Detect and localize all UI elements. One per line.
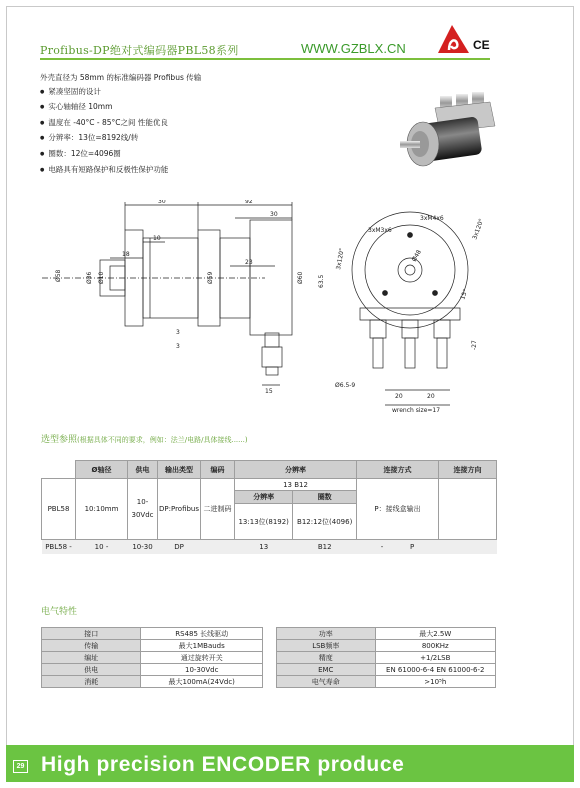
spec-row <box>277 676 496 688</box>
spec-value: EN 61000-6-4 EN 61000-6-2 <box>375 664 495 676</box>
spec-row <box>42 652 263 664</box>
svg-text:Ø10: Ø10 <box>98 271 105 284</box>
spec-row <box>277 640 496 652</box>
spec-row <box>42 676 263 688</box>
spec-key: LSB频率 <box>277 640 376 652</box>
col-coding: 编码 <box>201 461 235 479</box>
direction-value <box>439 479 497 540</box>
spec-key: 编址 <box>42 652 141 664</box>
col-output: 输出类型 <box>158 461 201 479</box>
spec-value: 通过旋转开关 <box>141 652 263 664</box>
spec-key: 供电 <box>42 664 141 676</box>
website-url[interactable]: WWW.GZBLX.CN <box>301 41 406 56</box>
spec-key: 电气寿命 <box>277 676 376 688</box>
spec-value: 800KHz <box>375 640 495 652</box>
model-name: PBL58 <box>42 479 76 540</box>
code-model: PBL58 - <box>42 540 76 554</box>
res-a-value: 13:13位(8192) <box>235 504 293 540</box>
svg-text:wrench size=17: wrench size=17 <box>392 407 441 414</box>
svg-text:18: 18 <box>122 251 130 258</box>
electrical-table-right <box>276 627 496 688</box>
spec-row <box>277 652 496 664</box>
res-sub-resolution: 分辨率 <box>235 491 293 504</box>
order-code-row <box>42 540 497 554</box>
res-sub-turns: 圈数 <box>293 491 357 504</box>
intro-lead: 外壳直径为 58mm 的标准编码器 Profibus 传输 <box>40 73 202 82</box>
svg-text:92: 92 <box>245 200 253 205</box>
spec-row <box>42 664 263 676</box>
company-logo <box>436 24 472 54</box>
svg-text:3xM3x6: 3xM3x6 <box>368 227 392 234</box>
selection-subtitle: (根据具体不同的要求，例如：法兰/电路/具体接线......) <box>77 436 248 444</box>
svg-text:Ø60: Ø60 <box>297 271 304 284</box>
selection-table <box>41 460 497 554</box>
svg-text:Ø48: Ø48 <box>410 248 423 263</box>
footer-slogan: High precision ENCODER produce <box>41 753 405 776</box>
spec-value: >10⁵h <box>375 676 495 688</box>
spec-row <box>277 664 496 676</box>
feature-item: ● 实心轴轴径 10mm <box>40 100 201 116</box>
svg-text:Ø59: Ø59 <box>207 271 214 284</box>
spec-row <box>42 628 263 640</box>
col-connection: 连接方式 <box>357 461 439 479</box>
col-supply: 供电 <box>128 461 158 479</box>
svg-text:15°: 15° <box>459 288 470 301</box>
svg-text:20: 20 <box>427 393 435 400</box>
dimension-drawing <box>40 200 500 415</box>
spec-key: 接口 <box>42 628 141 640</box>
feature-list <box>40 85 201 179</box>
code-res: 13 <box>235 540 293 554</box>
header-divider <box>40 58 490 60</box>
electrical-title: 电气特性 <box>41 607 78 617</box>
supply-value: 10-30Vdc <box>128 479 158 540</box>
spec-key: 消耗 <box>42 676 141 688</box>
spec-key: 精度 <box>277 652 376 664</box>
code-conn: - P <box>357 540 439 554</box>
feature-item: ● 分辨率：13位=8192线/转 <box>40 131 201 147</box>
code-shaft: 10 - <box>76 540 128 554</box>
feature-item: ● 紧凑坚固的设计 <box>40 85 201 101</box>
electrical-table-left <box>41 627 263 688</box>
svg-text:Ø36: Ø36 <box>86 271 93 284</box>
spec-value: +1/2LSB <box>375 652 495 664</box>
spec-value: RS485 长线驱动 <box>141 628 263 640</box>
shaft-value: 10:10mm <box>76 479 128 540</box>
page-title: Profibus-DP绝对式编码器PBL58系列 <box>40 44 239 57</box>
svg-text:30: 30 <box>158 200 166 205</box>
svg-text:3x120°: 3x120° <box>335 247 346 271</box>
output-value: DP:Profibus <box>158 479 201 540</box>
spec-value: 最大2.5W <box>375 628 495 640</box>
svg-text:3xM4x6: 3xM4x6 <box>420 215 444 222</box>
svg-text:-27: -27 <box>471 340 478 350</box>
svg-text:3: 3 <box>176 329 180 336</box>
svg-text:30: 30 <box>270 211 278 218</box>
feature-item: ● 电路具有短路保护和反极性保护功能 <box>40 163 201 179</box>
svg-text:20: 20 <box>395 393 403 400</box>
col-resolution: 分辨率 <box>235 461 357 479</box>
spec-key: 功率 <box>277 628 376 640</box>
feature-item: ● 圈数：12位=4096圈 <box>40 147 201 163</box>
col-direction: 连接方向 <box>439 461 497 479</box>
svg-text:Ø58: Ø58 <box>55 269 62 282</box>
connection-value: P：接线盒输出 <box>357 479 439 540</box>
resolution-code: 13 B12 <box>235 479 357 491</box>
encoder-photo <box>395 86 505 181</box>
coding-value: 二进制码 <box>201 479 235 540</box>
selection-title <box>41 432 248 445</box>
svg-text:23: 23 <box>245 259 253 266</box>
spec-row <box>42 640 263 652</box>
feature-item: ● 温度在 -40°C - 85°C之间 性能优良 <box>40 116 201 132</box>
col-shaft: Ø轴径 <box>76 461 128 479</box>
spec-value: 10-30Vdc <box>141 664 263 676</box>
svg-text:63.5: 63.5 <box>318 274 325 288</box>
ce-mark: CE <box>473 38 490 52</box>
selection-heading: 选型参照 <box>41 435 78 445</box>
svg-text:Ø6.5-9: Ø6.5-9 <box>335 382 356 389</box>
svg-text:10: 10 <box>153 235 161 242</box>
spec-row <box>277 628 496 640</box>
code-turns: B12 <box>293 540 357 554</box>
svg-text:3: 3 <box>176 343 180 350</box>
code-output: DP <box>158 540 201 554</box>
spec-key: EMC <box>277 664 376 676</box>
spec-key: 传输 <box>42 640 141 652</box>
spec-value: 最大100mA(24Vdc) <box>141 676 263 688</box>
spec-value: 最大1MBauds <box>141 640 263 652</box>
res-b-value: B12:12位(4096) <box>293 504 357 540</box>
page-number: 29 <box>13 760 28 773</box>
intro-block <box>40 71 201 178</box>
svg-text:15: 15 <box>265 388 273 395</box>
svg-text:3x120°: 3x120° <box>471 217 486 241</box>
code-supply: 10-30 <box>128 540 158 554</box>
